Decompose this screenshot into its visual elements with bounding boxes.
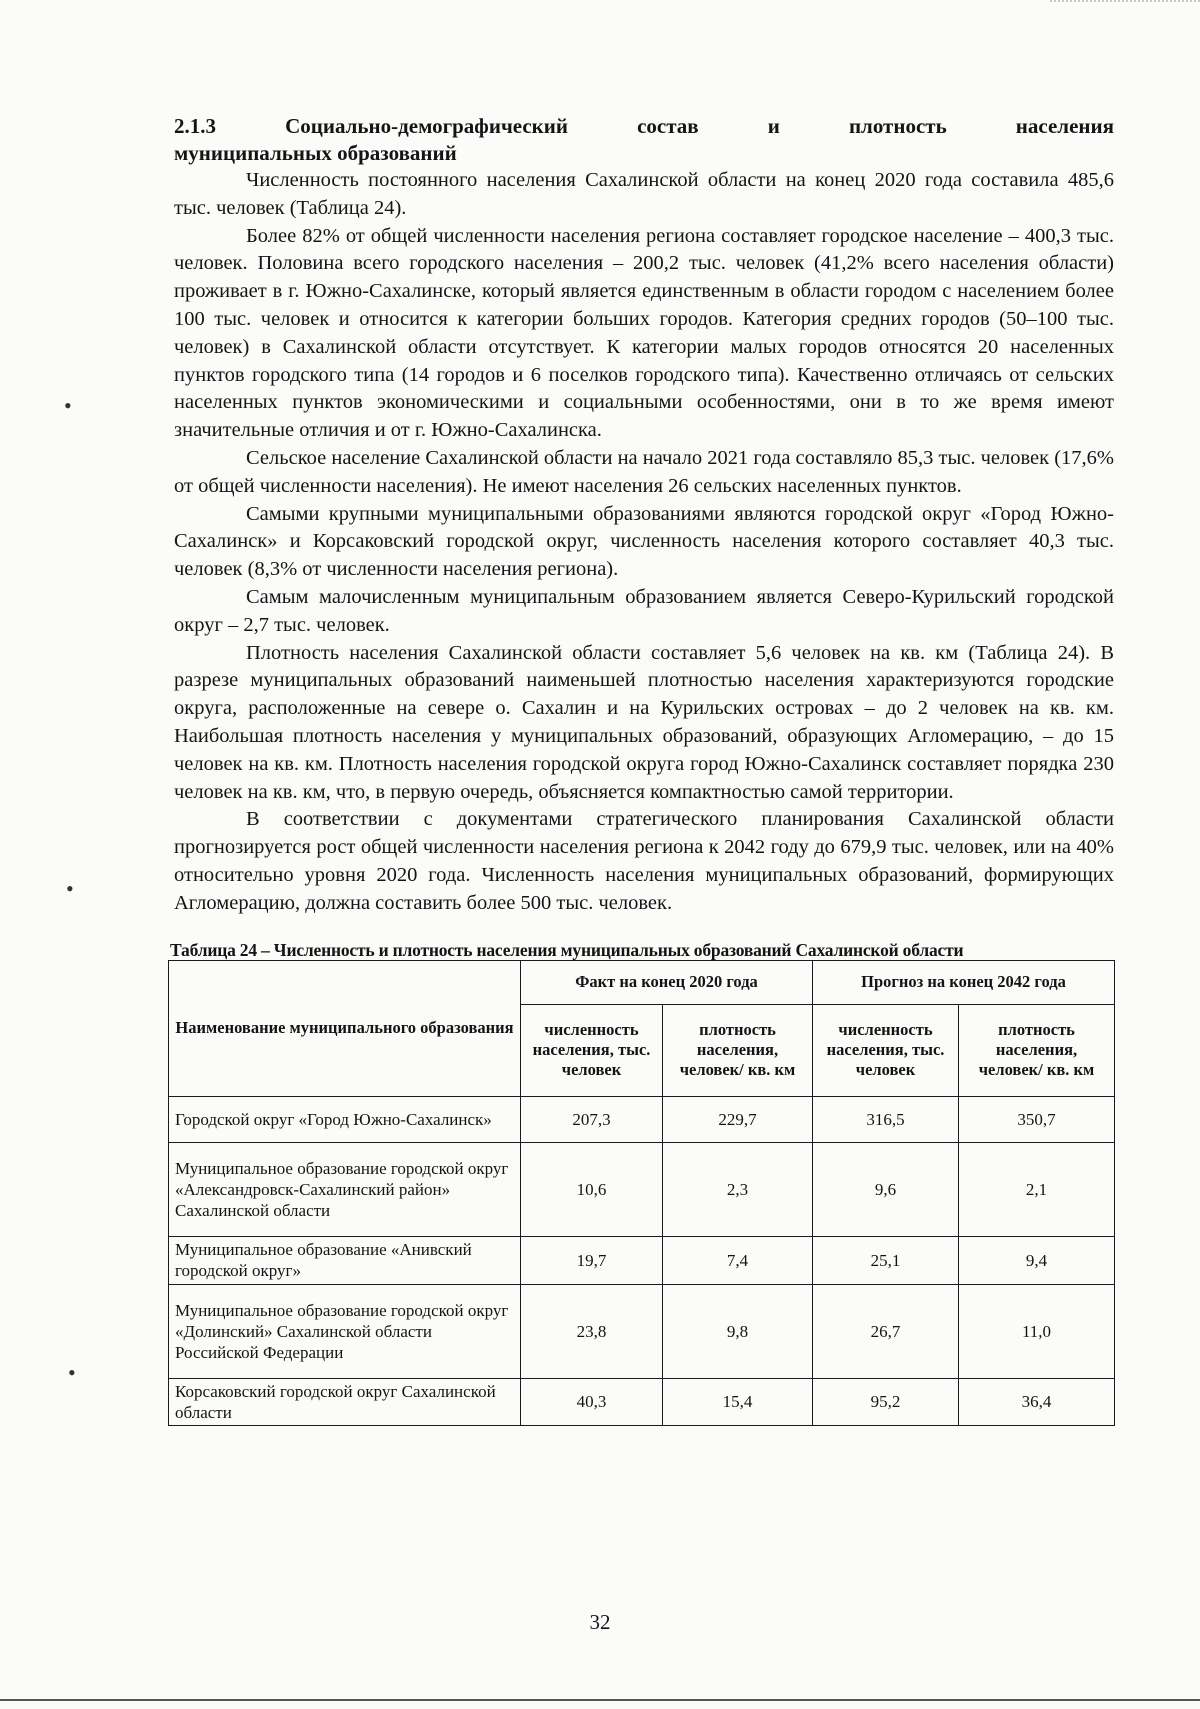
- forecast-population: 26,7: [813, 1284, 959, 1378]
- heading-word: и: [767, 114, 780, 138]
- table-caption: Таблица 24 – Численность и плотность населения муниципальных образований Сахалинской области: [170, 939, 964, 960]
- row-name: Муниципальное образование городской округ «Долинский» Сахалинской области Российской Федерации: [169, 1284, 521, 1378]
- heading-word: Социально-демографический: [285, 114, 568, 138]
- forecast-density: 11,0: [959, 1284, 1115, 1378]
- forecast-density: 36,4: [959, 1378, 1115, 1425]
- heading-word: состав: [637, 114, 699, 138]
- paragraph: Более 82% от общей численности населения региона составляет городское население – 400,3 тыс. человек. Половина всего городского населения – 200,2 тыс. человек (41,2% всего населения области) проживает в г. Южно-Сахалинске, который является единственным в области городом с населением более 100 тыс. человек и относится к категории больших городов. Категория средних городов (50–100 тыс. человек) в Сахалинской области отсутствует. К категории малых городов относятся 20 населенных пунктов городского типа (14 городов и 6 поселков городского типа). Качественно отличаясь от сельских населенных пунктов экономическими и социальными особенностями, они в то же время имеют значительные отличия и от г. Южно-Сахалинска.: [174, 224, 1114, 442]
- table-row: [169, 1096, 1115, 1142]
- header-forecast-density: плотность населения, человек/ кв. км: [959, 1004, 1115, 1096]
- fact-population: 207,3: [521, 1096, 663, 1142]
- row-name: Городской округ «Город Южно-Сахалинск»: [169, 1096, 521, 1142]
- forecast-density: 350,7: [959, 1096, 1115, 1142]
- section-number: 2.1.3: [174, 114, 216, 138]
- fact-density: 9,8: [663, 1284, 813, 1378]
- heading-word: плотность: [848, 114, 947, 138]
- scan-artifact-bottom: [0, 1699, 1200, 1701]
- paragraph: Численность постоянного населения Сахалинской области на конец 2020 года составила 485,6 тыс. человек (Таблица 24).: [174, 169, 1114, 219]
- table-row: [169, 1284, 1115, 1378]
- paragraph: Самым малочисленным муниципальным образованием является Северо-Курильский городской округ – 2,7 тыс. человек.: [174, 585, 1114, 636]
- forecast-population: 9,6: [813, 1142, 959, 1236]
- row-name: Корсаковский городской округ Сахалинской области: [169, 1378, 521, 1425]
- fact-density: 7,4: [663, 1236, 813, 1284]
- forecast-density: 2,1: [959, 1142, 1115, 1236]
- fact-population: 23,8: [521, 1284, 663, 1378]
- scan-dot: •: [66, 876, 74, 901]
- table-row: [169, 1378, 1115, 1425]
- forecast-population: 25,1: [813, 1236, 959, 1284]
- header-forecast: Прогноз на конец 2042 года: [813, 960, 1115, 1004]
- forecast-population: 316,5: [813, 1096, 959, 1142]
- section-heading: [174, 113, 1114, 167]
- paragraph: В соответствии с документами стратегического планирования Сахалинской области прогнозируется рост общей численности населения региона к 2042 году до 679,9 тыс. человек, или на 40% относительно уровня 2020 года. Численность населения муниципальных образований, формирующих Агломерацию, должна составить более 500 тыс. человек.: [174, 808, 1114, 914]
- scan-dot: •: [68, 1360, 76, 1385]
- heading-line-2: муниципальных образований: [174, 141, 457, 165]
- paragraph: Сельское население Сахалинской области на начало 2021 года составляло 85,3 тыс. человек (17,6% от общей численности населения). Не имеют населения 26 сельских населенных пунктов.: [174, 446, 1114, 497]
- table-row: [169, 1236, 1115, 1284]
- header-name: Наименование муниципального образования: [169, 960, 521, 1096]
- paragraph: Самыми крупными муниципальными образованиями являются городской округ «Город Южно-Сахалинск» и Корсаковский городской округ, численность населения которого составляет 40,3 тыс. человек (8,3% от численности населения региона).: [174, 502, 1114, 581]
- page-number: 32: [589, 1610, 611, 1634]
- fact-density: 229,7: [663, 1096, 813, 1142]
- population-table: [168, 960, 1115, 1426]
- header-fact: Факт на конец 2020 года: [521, 960, 813, 1004]
- header-fact-density: плотность населения, человек/ кв. км: [663, 1004, 813, 1096]
- header-forecast-population: численность населения, тыс. человек: [813, 1004, 959, 1096]
- scan-dot: •: [64, 393, 72, 418]
- scan-artifact-top: [1050, 0, 1200, 3]
- fact-density: 15,4: [663, 1378, 813, 1425]
- fact-population: 10,6: [521, 1142, 663, 1236]
- header-fact-population: численность населения, тыс. человек: [521, 1004, 663, 1096]
- fact-population: 19,7: [521, 1236, 663, 1284]
- fact-population: 40,3: [521, 1378, 663, 1425]
- forecast-density: 9,4: [959, 1236, 1115, 1284]
- page-content: [170, 113, 1114, 1426]
- table-row: [169, 1142, 1115, 1236]
- paragraph: Плотность населения Сахалинской области составляет 5,6 человек на кв. км (Таблица 24). В разрезе муниципальных образований наименьшей плотностью населения характеризуются городские округа, расположенные на севере о. Сахалин и на Курильских островах – до 2 человек на кв. км. Наибольшая плотность населения у муниципальных образований, образующих Агломерацию, – до 15 человек на кв. км. Плотность населения городской округа город Южно-Сахалинск составляет порядка 230 человек на кв. км, что, в первую очередь, объясняется компактностью самой территории.: [174, 641, 1114, 803]
- row-name: Муниципальное образование «Анивский городской округ»: [169, 1236, 521, 1284]
- forecast-population: 95,2: [813, 1378, 959, 1425]
- heading-word: населения: [1015, 114, 1114, 138]
- row-name: Муниципальное образование городской округ «Александровск-Сахалинский район» Сахалинской области: [169, 1142, 521, 1236]
- fact-density: 2,3: [663, 1142, 813, 1236]
